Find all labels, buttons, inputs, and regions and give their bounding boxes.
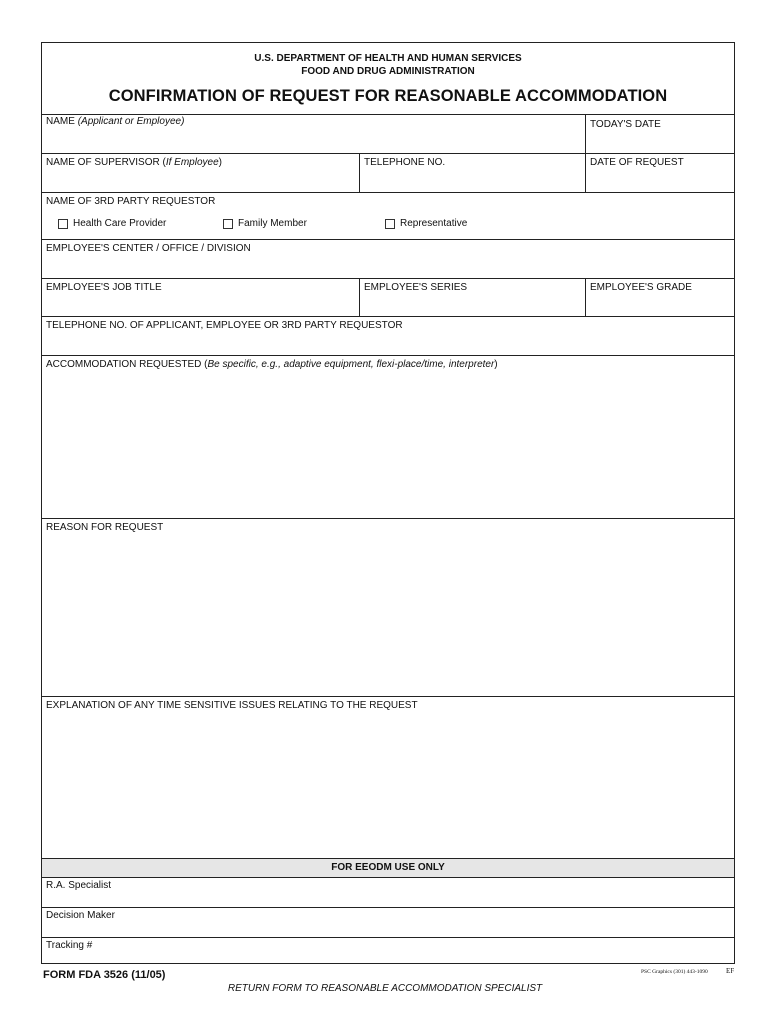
- explanation-field[interactable]: [42, 697, 734, 858]
- decision-maker-label: Decision Maker: [46, 910, 115, 921]
- tracking-label: Tracking #: [46, 940, 93, 951]
- name-label: NAME: [46, 116, 75, 127]
- checkbox-label: Health Care Provider: [73, 218, 167, 229]
- checkbox-representative[interactable]: [385, 218, 467, 229]
- job-title-field[interactable]: [42, 279, 359, 316]
- form-number: FORM FDA 3526 (11/05): [43, 969, 166, 981]
- telephone-label: TELEPHONE NO.: [364, 157, 446, 168]
- job-title-label: EMPLOYEE'S JOB TITLE: [46, 282, 162, 293]
- center-label: EMPLOYEE'S CENTER / OFFICE / DIVISION: [46, 243, 251, 254]
- reason-label: REASON FOR REQUEST: [46, 522, 164, 533]
- row-job: [42, 279, 734, 317]
- checkbox-health-care-provider[interactable]: [58, 218, 166, 229]
- printer-credit: PSC Graphics (301) 443-1090: [641, 969, 708, 975]
- todays-date-label: TODAY'S DATE: [590, 119, 661, 130]
- applicant-phone-field[interactable]: [42, 317, 734, 356]
- name-hint: (Applicant or Employee): [77, 116, 185, 127]
- form-title: CONFIRMATION OF REQUEST FOR REASONABLE ACCOMMODATION: [108, 87, 668, 105]
- ef-mark: EF: [726, 967, 735, 975]
- checkbox-family-member[interactable]: [223, 218, 307, 229]
- agency-name: FOOD AND DRUG ADMINISTRATION: [301, 66, 475, 77]
- grade-field[interactable]: [585, 279, 736, 316]
- checkbox-box[interactable]: [58, 219, 68, 229]
- checkbox-label: Representative: [400, 218, 468, 229]
- center-field[interactable]: [42, 240, 734, 279]
- third-party-label: NAME OF 3RD PARTY REQUESTOR: [46, 196, 216, 207]
- decision-maker-field[interactable]: [42, 908, 734, 938]
- applicant-phone-label: TELEPHONE NO. OF APPLICANT, EMPLOYEE OR 3RD PARTY REQUESTOR: [46, 320, 403, 331]
- row-name: [42, 115, 734, 154]
- ra-specialist-field[interactable]: [42, 878, 734, 908]
- date-of-request-label: DATE OF REQUEST: [590, 157, 684, 168]
- checkbox-label: Family Member: [238, 218, 307, 229]
- grade-label: EMPLOYEE'S GRADE: [590, 282, 692, 293]
- todays-date-field[interactable]: [585, 115, 736, 153]
- row-supervisor: [42, 154, 734, 193]
- date-of-request-field[interactable]: [585, 154, 736, 192]
- supervisor-field[interactable]: NAME OF SUPERVISOR (If Employee): [46, 157, 222, 168]
- ra-specialist-label: R.A. Specialist: [46, 880, 112, 891]
- row-third-party: [42, 193, 734, 240]
- explanation-label: EXPLANATION OF ANY TIME SENSITIVE ISSUES RELATING TO THE REQUEST: [46, 700, 418, 711]
- series-field[interactable]: [359, 279, 585, 316]
- accommodation-label: ACCOMMODATION REQUESTED (: [46, 359, 208, 370]
- department-name: U.S. DEPARTMENT OF HEALTH AND HUMAN SERVICES: [254, 53, 522, 64]
- checkbox-box[interactable]: [223, 219, 233, 229]
- supervisor-label: NAME OF SUPERVISOR (: [46, 157, 166, 168]
- return-instructions: RETURN FORM TO REASONABLE ACCOMMODATION SPECIALIST: [227, 983, 543, 994]
- checkbox-box[interactable]: [385, 219, 395, 229]
- accommodation-field[interactable]: ACCOMMODATION REQUESTED (Be specific, e.g., adaptive equipment, flexi-place/time, interpreter): [42, 356, 734, 519]
- tracking-field[interactable]: [42, 938, 734, 963]
- supervisor-hint: If Employee: [165, 157, 219, 168]
- form-header: [42, 43, 734, 115]
- name-field[interactable]: [42, 115, 585, 153]
- series-label: EMPLOYEE'S SERIES: [364, 282, 468, 293]
- accommodation-form: [41, 42, 735, 964]
- reason-field[interactable]: [42, 519, 734, 697]
- telephone-field[interactable]: [359, 154, 585, 192]
- eeodm-header: FOR EEODM USE ONLY: [42, 858, 734, 878]
- accommodation-hint: Be specific, e.g., adaptive equipment, flexi-place/time, interpreter: [207, 359, 495, 370]
